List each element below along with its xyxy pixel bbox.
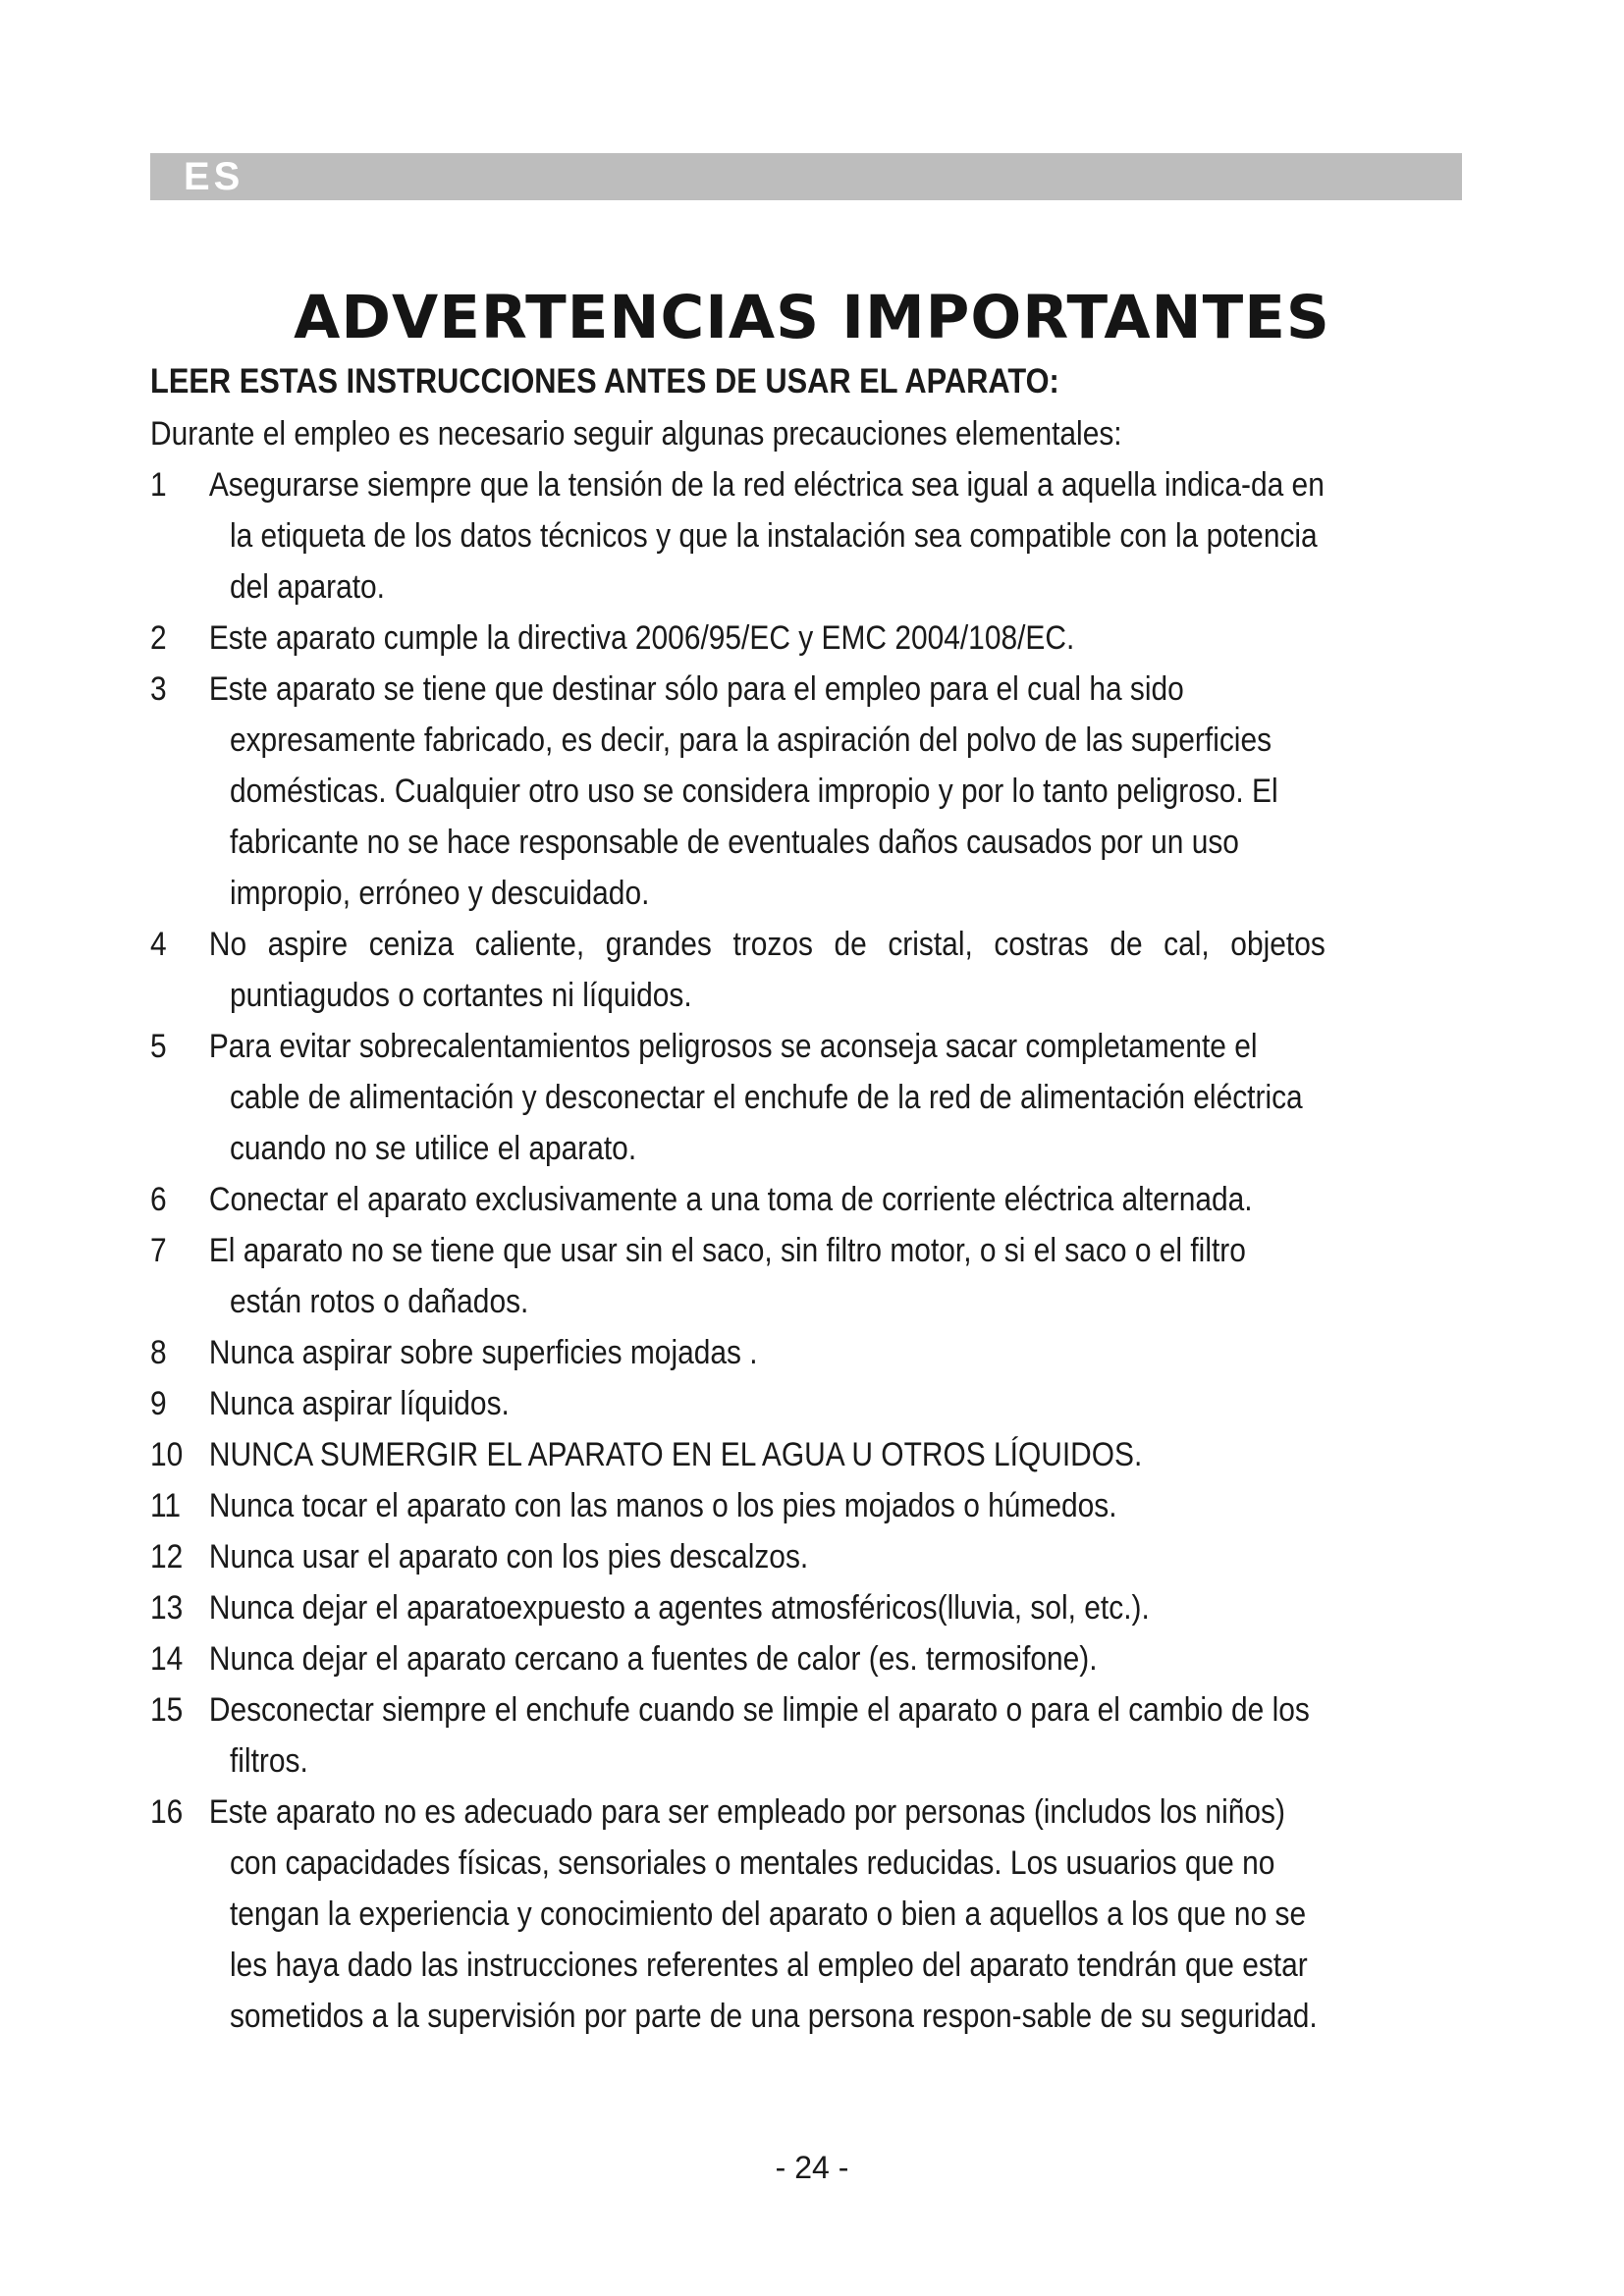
warning-text: El aparato no se tiene que usar sin el saco, sin filtro motor, o si el saco o el filtro están rotos o dañados. <box>208 1232 1246 1320</box>
warning-number: 4 <box>150 926 167 963</box>
warning-item <box>150 919 1326 1021</box>
warning-item <box>150 1327 1326 1378</box>
warning-item <box>150 664 1326 919</box>
warning-item <box>150 1225 1326 1327</box>
warning-number: 15 <box>150 1691 184 1729</box>
warning-item <box>150 1531 1326 1582</box>
warning-text: Este aparato cumple la directiva 2006/95/EC y EMC 2004/108/EC. <box>208 619 1075 657</box>
warning-text: No aspire ceniza caliente, grandes trozos de cristal, costras de cal, objetos puntiagudos o cortantes ni líquidos. <box>208 926 1326 1014</box>
page-number: - 24 - <box>775 2150 849 2185</box>
warning-text: Este aparato no es adecuado para ser empleado por personas (includos los niños) con capacidades físicas, sensoriales o mentales reducidas. Los usuarios que no tengan la experiencia y conocimiento del aparato o bien a aquellos a los que no se les haya dado las instrucciones referentes al empleo del aparato tendrán que estar sometidos a la supervisión por parte de una persona respon-sable de su seguridad. <box>208 1793 1318 2035</box>
document-body <box>150 355 1326 2042</box>
warning-number: 14 <box>150 1640 184 1678</box>
warning-text: Nunca usar el aparato con los pies descalzos. <box>208 1538 809 1575</box>
warning-item <box>150 1378 1326 1429</box>
language-bar <box>150 153 1462 200</box>
page-title: ADVERTENCIAS IMPORTANTES <box>294 282 1330 352</box>
warning-number: 7 <box>150 1232 167 1269</box>
warning-item <box>150 1021 1326 1174</box>
warning-text: Nunca dejar el aparatoexpuesto a agentes atmosféricos(lluvia, sol, etc.). <box>208 1589 1150 1627</box>
warning-number: 12 <box>150 1538 184 1575</box>
warnings-list <box>150 459 1326 2042</box>
warning-number: 8 <box>150 1334 167 1371</box>
warning-number: 1 <box>150 466 167 504</box>
warning-number: 9 <box>150 1385 167 1422</box>
warning-number: 11 <box>150 1487 182 1524</box>
warning-item <box>150 613 1326 664</box>
language-code: ES <box>184 155 244 198</box>
warning-number: 6 <box>150 1181 167 1218</box>
warning-item <box>150 1480 1326 1531</box>
warning-number: 13 <box>150 1589 184 1627</box>
warning-item <box>150 459 1326 613</box>
instructions-heading: LEER ESTAS INSTRUCCIONES ANTES DE USAR EL APARATO: <box>150 362 1059 400</box>
warning-item <box>150 1429 1326 1480</box>
warning-item <box>150 1787 1326 2042</box>
intro-text: Durante el empleo es necesario seguir algunas precauciones elementales: <box>150 415 1122 453</box>
warning-number: 10 <box>150 1436 184 1473</box>
warning-text: Asegurarse siempre que la tensión de la red eléctrica sea igual a aquella indica-da en la etiqueta de los datos técnicos y que la instalación sea compatible con la potencia del aparato. <box>208 466 1325 606</box>
warning-text: Nunca aspirar líquidos. <box>208 1385 510 1422</box>
warning-text: Nunca aspirar sobre superficies mojadas . <box>208 1334 758 1371</box>
warning-number: 16 <box>150 1793 184 1831</box>
warning-number: 3 <box>150 670 167 708</box>
warning-number: 5 <box>150 1028 167 1065</box>
warning-text: Desconectar siempre el enchufe cuando se limpie el aparato o para el cambio de los filtros. <box>208 1691 1310 1780</box>
warning-item <box>150 1174 1326 1225</box>
warning-text: NUNCA SUMERGIR EL APARATO EN EL AGUA U OTROS LÍQUIDOS. <box>208 1436 1143 1473</box>
warning-item <box>150 1633 1326 1684</box>
warning-text: Conectar el aparato exclusivamente a una toma de corriente eléctrica alternada. <box>208 1181 1253 1218</box>
warning-text: Este aparato se tiene que destinar sólo para el empleo para el cual ha sido expresamente fabricado, es decir, para la aspiración del polvo de las superficies domésticas. Cualquier otro uso se considera impropio y por lo tanto peligroso. El fabricante no se hace responsable de eventuales daños causados por un uso impropio, erróneo y descuidado. <box>208 670 1278 912</box>
warning-number: 2 <box>150 619 167 657</box>
warning-text: Nunca tocar el aparato con las manos o los pies mojados o húmedos. <box>208 1487 1117 1524</box>
warning-text: Nunca dejar el aparato cercano a fuentes de calor (es. termosifone). <box>208 1640 1098 1678</box>
warning-item <box>150 1684 1326 1787</box>
warning-text: Para evitar sobrecalentamientos peligrosos se aconseja sacar completamente el cable de alimentación y desconectar el enchufe de la red de alimentación eléctrica cuando no se utilice el aparato. <box>208 1028 1303 1167</box>
warning-item <box>150 1582 1326 1633</box>
